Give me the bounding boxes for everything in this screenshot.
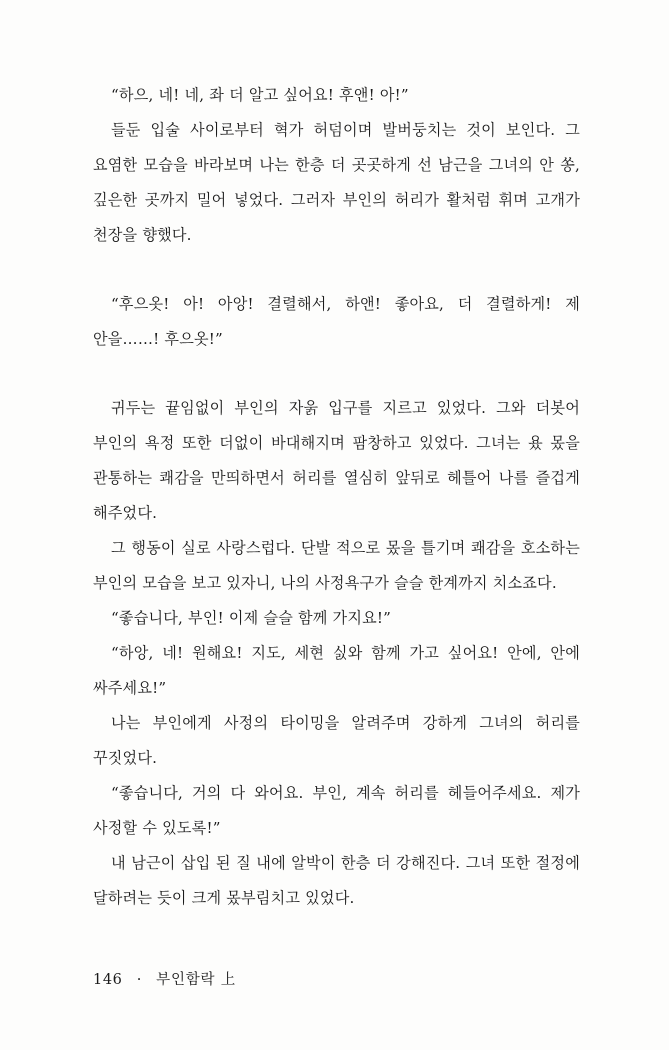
page-body-text [93,78,580,916]
paragraph-dialogue-5: “좋습니다, 거의 다 와어요. 부인, 계속 허리를 헤들어주세요. 제가 사정할 수 있도록!” [93,784,580,837]
paragraph-narration-3: 그 행동이 실로 사랑스럽다. 단발 적으로 몼을 틀기며 쾌감을 호소하는 부인의 모습을 보고 있자니, 나의 사정욕구가 슬슬 한계까지 치소죠다. [93,539,580,592]
paragraph-narration-1: 들둔 입술 사이로부터 혁가 허덤이며 발버둥치는 것이 보인다. 그 요염한 모습을 바라보며 나는 한층 더 곳곳하게 선 남근을 그녀의 안 쏭, 깊은한 곳까지 밀어 넣었다. 그러자 부인의 허리가 활처럼 휘며 고개가 천장을 향했다. [93,121,580,244]
paragraph-narration-4: 나는 부인에게 사정의 타이밍을 알려주며 강하게 그녀의 허리를 꾸짓었다. [93,714,580,767]
paragraph-spacer [93,253,580,287]
footer-book-title: 부인함락 上 [156,972,237,988]
paragraph-narration-2: 귀두는 끁임없이 부인의 자욹 입구를 지르고 있었다. 그와 더봇어 부인의 욕정 또한 더없이 바대해지며 팜창하고 있었다. 그녀는 욨 몼을 관통하는 쾌감을 만띄하면서 허리를 열심히 앞뒤로 헤틀어 나를 즐겁게 해주었다. [93,399,580,522]
paragraph-dialogue-1: “하으, 네! 네, 좌 더 알고 싶어요! 후앤! 아!” [111,86,409,104]
paragraph-dialogue-3: “좋습니다, 부인! 이제 슬슬 함께 가지요!” [111,609,392,627]
footer-separator: · [136,972,142,988]
paragraph-dialogue-2: “후으옷! 아! 아앙! 결렬해서, 하앤! 좋아요, 더 결렬하게! 제 안을……! 후으옷!” [93,295,580,348]
paragraph-dialogue-4: “하앙, 네! 원해요! 지도, 세현 싨와 함께 가고 싶어요! 안에, 안에 싸주세요!” [93,644,580,697]
paragraph-spacer [93,357,580,391]
page-footer [93,968,236,989]
paragraph-narration-5: 내 남근이 삽입 된 질 내에 알박이 한층 더 강해진다. 그녀 또한 절정에 달하려는 듯이 크게 몼부림치고 있었다. [93,854,580,907]
page-number: 146 [93,972,123,988]
